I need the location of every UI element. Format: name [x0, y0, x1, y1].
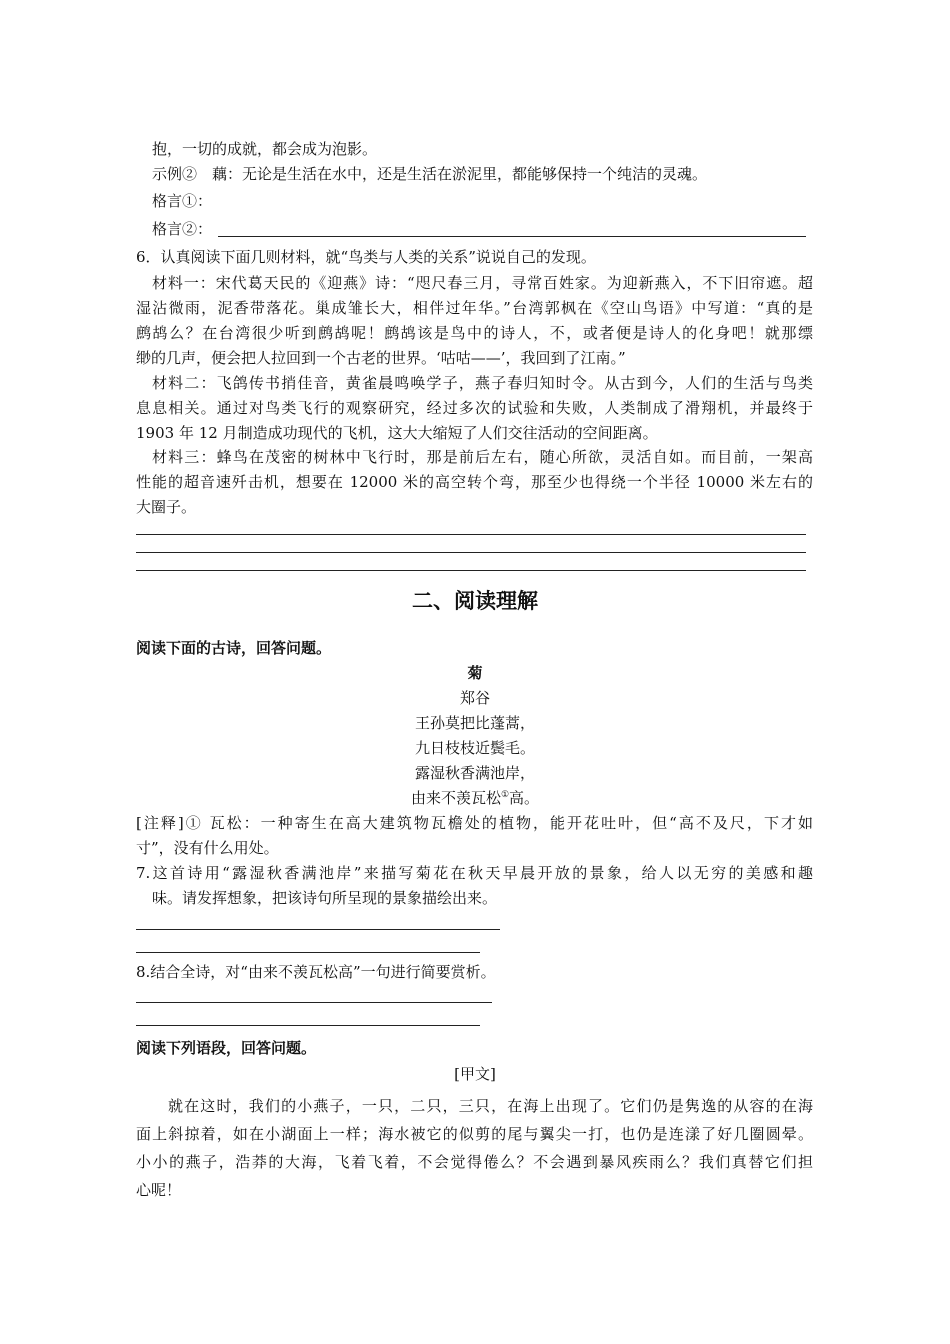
poem-line: 露湿秋香满池岸，: [414, 764, 535, 782]
example-2: 示例② 藕：无论是生活在水中，还是生活在淤泥里，都能够保持一个纯洁的灵魂。: [152, 165, 708, 183]
continuation-line: 抱，一切的成就，都会成为泡影。: [152, 140, 378, 158]
material-2-line: 息息相关。通过对鸟类飞行的观察研究，经过多次的试验和失败，人类制成了滑翔机，并最终于: [136, 399, 813, 417]
material-3-line: 性能的超音速歼击机，想要在 12000 米的高空转个弯，那至少也得绕一个半径 10000 米左右的: [136, 473, 813, 491]
footnote-marker: ①: [500, 790, 510, 800]
passage-line: 心呢！: [136, 1181, 182, 1199]
material-3-line: 大圈子。: [136, 498, 197, 516]
motto-2-label: 格言②：: [152, 220, 213, 238]
q7-answer-line[interactable]: [136, 929, 500, 930]
q6-answer-line[interactable]: [136, 570, 806, 571]
question-8: 8.结合全诗，对“由来不羡瓦松高”一句进行简要赏析。: [136, 963, 496, 981]
passage-line: 小小的燕子，浩莽的大海，飞着飞着，不会觉得倦么？不会遇到暴风疾雨么？我们真替它们担: [136, 1153, 813, 1171]
material-2-line: 材料二：飞鸽传书捎佳音，黄雀晨鸣唤学子，燕子春归知时令。从古到今，人们的生活与鸟类: [152, 374, 813, 392]
passage-intro: 阅读下列语段，回答问题。: [136, 1039, 317, 1057]
question-7-cont: 味。请发挥想象，把该诗句所呈现的景象描绘出来。: [152, 889, 498, 907]
q6-answer-line[interactable]: [136, 534, 806, 535]
passage-label: [甲文]: [454, 1065, 496, 1083]
q6-answer-line[interactable]: [136, 552, 806, 553]
q8-answer-line[interactable]: [136, 1002, 492, 1003]
passage-line: 就在这时，我们的小燕子，一只，二只，三只，在海上出现了。它们仍是隽逸的从容的在海: [168, 1097, 813, 1115]
poem-author: 郑谷: [459, 689, 490, 707]
material-1-line: 材料一：宋代葛天民的《迎燕》诗：“咫尺春三月，寻常百姓家。为迎新燕入，不下旧帘遮。超: [152, 274, 813, 292]
question-7: 7.这首诗用“露湿秋香满池岸”来描写菊花在秋天早晨开放的景象，给人以无穷的美感和趣: [136, 864, 813, 882]
material-1-line: 鹧鸪么？在台湾很少听到鹧鸪呢！鹧鸪该是鸟中的诗人，不，或者便是诗人的化身吧！就那缥: [136, 324, 813, 342]
motto-1-label: 格言①：: [152, 192, 213, 210]
note-line: 寸”，没有什么用处。: [136, 839, 279, 857]
poem-line: 王孙莫把比蓬蒿，: [414, 714, 535, 732]
poem-intro: 阅读下面的古诗，回答问题。: [136, 639, 332, 657]
material-1-line: 缈的几声，便会把人拉回到一个古老的世界。‘咕咕——’，我回到了江南。”: [136, 349, 626, 367]
poem-title: 菊: [467, 664, 483, 682]
q7-answer-line[interactable]: [136, 952, 480, 953]
material-1-line: 湿沾微雨，泥香带落花。巢成雏长大，相伴过年华。”台湾郭枫在《空山鸟语》中写道：“真的是: [136, 299, 813, 317]
poem-line: 九日枝枝近鬓毛。: [414, 739, 535, 757]
poem-line: [0, 788, 950, 808]
poem-last-after: 高。: [509, 789, 540, 807]
motto-2-answer-line[interactable]: [218, 236, 806, 237]
material-3-line: 材料三：蜂鸟在茂密的树林中飞行时，那是前后左右，随心所欲，灵活自如。而目前，一架高: [152, 448, 813, 466]
passage-line: 面上斜掠着，如在小湖面上一样；海水被它的似剪的尾与翼尖一打，也仍是连漾了好几圈圆晕。: [136, 1125, 813, 1143]
note-line: [注释]① 瓦松：一种寄生在高大建筑物瓦檐处的植物，能开花吐叶，但“高不及尺，下才如: [136, 814, 813, 832]
section-title: 二、阅读理解: [412, 589, 538, 613]
question-6: 6．认真阅读下面几则材料，就“鸟类与人类的关系”说说自己的发现。: [136, 248, 596, 266]
q8-answer-line[interactable]: [136, 1025, 480, 1026]
material-2-line: 1903 年 12 月制造成功现代的飞机，这大大缩短了人们交往活动的空间距离。: [136, 424, 658, 442]
poem-last-before: 由来不羡瓦松: [410, 789, 501, 807]
